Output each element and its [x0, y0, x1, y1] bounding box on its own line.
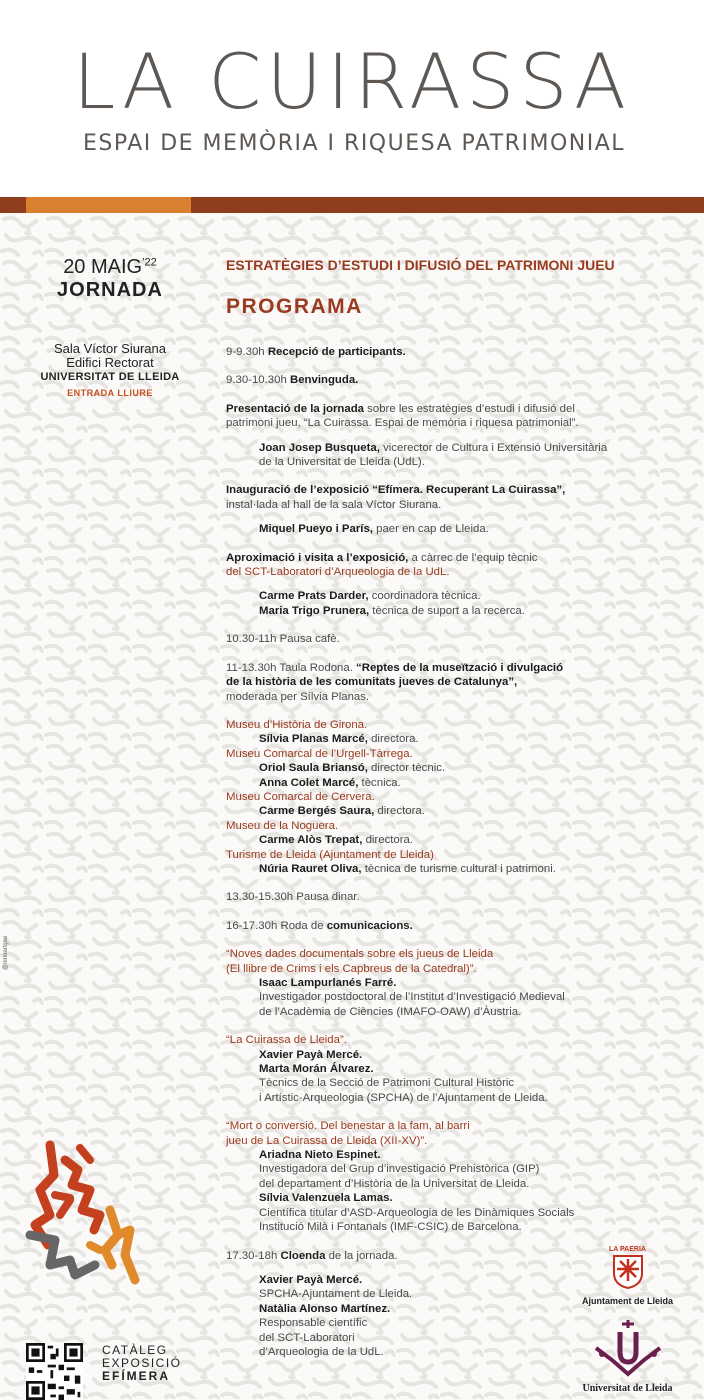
program-item: 13.30-15.30h Pausa dinar.: [226, 891, 360, 904]
program-item: 16-17.30h Roda de comunicacions.: [226, 919, 413, 932]
event-date: 20 $MAIG^{’22}$: [63, 256, 157, 278]
catalog-line: EXPOSICIÓ: [102, 1356, 182, 1370]
header: [0, 0, 704, 197]
closing-speakers: Xavier Payà Mercé. SPCHA-Ajuntament de Lleida. Natàlia Alonso Martínez. Responsable científic del SCT-Laboratori d’Arqueologia de la UdL.: [259, 1273, 413, 1358]
event-venue: [25, 342, 195, 400]
page-title: LA CUIRASSA: [73, 37, 631, 126]
ajuntament-label: Ajuntament de Lleida: [581, 1296, 673, 1306]
communication: “Noves dades documentals sobre els jueus de Lleida (El llibre de Crims i els Capbreus de la Catedral)”. Isaac Lampurlanés Farré. Investigador postdoctoral de l’Institut d’Investigació Medieval de l’Acadèmia de Ciències (IMAFO-OAW) d’Àustria.: [226, 948, 565, 1018]
venue-building: Edifici Rectorat: [66, 355, 154, 370]
programa-heading: PROGRAMA: [226, 295, 363, 318]
udl-logo: [570, 1318, 685, 1394]
speaker: Joan Josep Busqueta, vicerector de Cultura i Extensió Universitària de la Universitat de Lleida (UdL).: [259, 441, 608, 469]
event-headline: ESTRATÈGIES D’ESTUDI I DIFUSIÓ DEL PATRIMONI JUEU: [226, 257, 615, 273]
program-item: 9-9.30h Recepció de participants.: [226, 346, 406, 358]
program-item: Inauguració de l’exposició “Efímera. Recuperant La Cuirassa”, instal·lada al hall de la sala Víctor Siurana.: [226, 484, 566, 511]
speaker: Carme Prats Darder, coordinadora tècnica. Maria Trigo Prunera, tècnica de suport a la recerca.: [259, 590, 525, 617]
udl-emblem-icon: [592, 1318, 664, 1378]
event-year: ’22: [142, 256, 157, 269]
event-type: JORNADA: [57, 279, 163, 301]
program-item: 9.30-10.30h Benvinguda.: [226, 374, 359, 387]
program-item: Presentació de la jornada sobre les estratègies d’estudi i difusió del patrimoni jueu, “La Cuirassa. Espai de memòria i riquesa patrimonial”.: [226, 402, 579, 430]
header-band-accent: [26, 197, 191, 213]
program-item: 10.30-11h Pausa cafè.: [226, 633, 340, 646]
speaker: Miquel Pueyo i París, paer en cap de Lleida.: [259, 523, 489, 536]
program-item: 17.30-18h Cloenda de la jornada.: [226, 1249, 398, 1262]
entry-note: ENTRADA LLIURE: [67, 388, 153, 398]
ajuntament-logo: [570, 1246, 685, 1306]
venue-room: Sala Víctor Siurana: [53, 341, 166, 356]
program-item: Aproximació i visita a l’exposició, a càrrec de l’equip tècnic del SCT-Laboratori d’Arqueologia de la UdL.: [226, 551, 538, 579]
program-item: 11-13.30h Taula Rodona. “Reptes de la museïtzació i divulgació de la història de les comunitats jueves de Catalunya”, moderada per Sílvia Planas.: [226, 661, 564, 703]
catalog-line: EFÍMERA: [102, 1369, 170, 1383]
catalog-link[interactable]: [102, 1344, 182, 1383]
communication: “Mort o conversió. Del benestar a la fam, al barri jueu de La Cuirassa de Lleida (XII-XV)”. Ariadna Nieto Espinet. Investigadora del Grup d’investigació Prehistòrica (GIP) del departament d’Història de la Universitat de Lleida. Sílvia Valenzuela Lamas. Científica titular d’ASD-Arqueologia de les Dinàmiques Socials Institució Milà i Fontanals (IMF-CSIC) de Barcelona.: [226, 1120, 575, 1234]
communication: “La Cuirassa de Lleida”. Xavier Payà Mercé. Marta Morán Álvarez. Tècnics de la Secció de Patrimoni Cultural Històric i Artístic-Arqueologia (SPCHA) de l’Ajuntament de Lleida.: [226, 1034, 548, 1104]
qr-code-icon[interactable]: [26, 1343, 83, 1400]
paeria-shield-icon: [611, 1253, 645, 1289]
page-subtitle: ESPAI DE MEMÒRIA I RIQUESA PATRIMONIAL: [82, 131, 626, 156]
catalog-line: CATÀLEG: [102, 1343, 168, 1357]
paeria-label: LA PAERIA: [609, 1246, 646, 1253]
museum-panel: Museu d’Història de Girona. Sílvia Planas Marcé, directora. Museu Comarcal de l’Urgell-Tàrrega. Oriol Saula Briansó, director tècnic. Anna Colet Marcé, tècnica. Museu Comarcal de Cervera. Carme Bergés Saura, directora. Museu de la Noguera. Carme Alòs Trepat, directora. Turisme de Lleida (Ajuntament de Lleida) Núria Rauret Oliva, tècnica de turisme cultural i patrimoni.: [226, 718, 556, 875]
cuirassa-logo-icon: [20, 1140, 150, 1290]
venue-university: UNIVERSITAT DE LLEIDA: [40, 371, 180, 383]
program-list: [226, 345, 686, 1359]
designer-credit: @nineartgee: [3, 935, 9, 970]
udl-label: Universitat de Lleida: [582, 1383, 673, 1394]
